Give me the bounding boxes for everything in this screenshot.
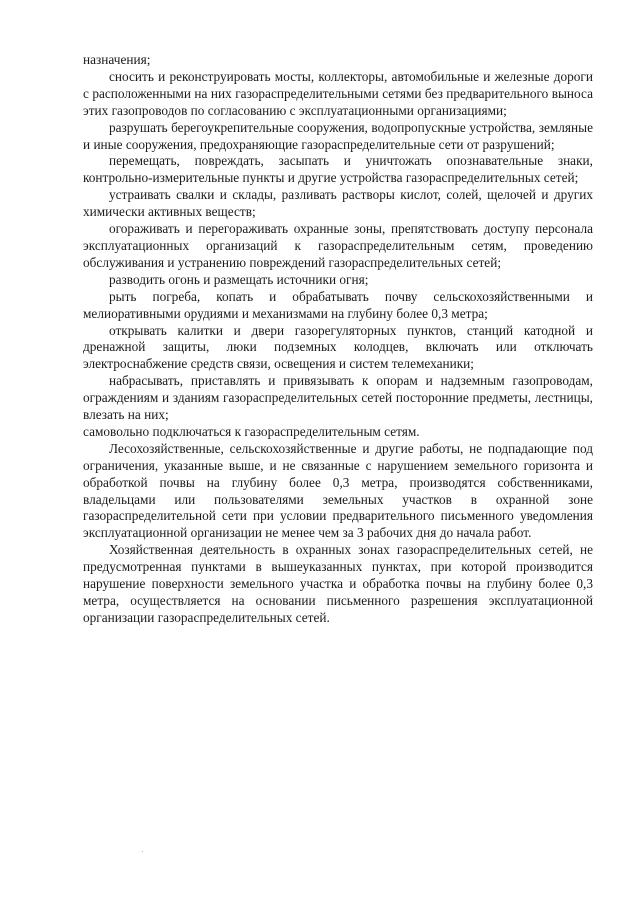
paragraph-prohibition-fire: разводить огонь и размещать источники огня; bbox=[109, 271, 369, 287]
paragraph-prohibition-digging: рыть погреба, копать и обрабатывать почву сельскохозяйственными и мелиоративными орудиями и механизмами на глубину более 0,3 метра; bbox=[83, 288, 593, 321]
scan-speck bbox=[142, 851, 143, 852]
paragraph-prohibition-bridges: сносить и реконструировать мосты, коллекторы, автомобильные и железные дороги с расположенными на них газораспределительными сетями без предварительного выноса этих газопроводов по согласованию с эксплуатационными организациями; bbox=[83, 68, 593, 118]
paragraph-permitted-works: Лесохозяйственные, сельскохозяйственные и другие работы, не подпадающие под ограничения, указанные выше, и не связанные с нарушением земельного горизонта и обработкой почвы на глубину более 0,3 метра, производятся собственниками, владельцами или пользователями земельных участков в охранной зоне газораспределительной сети при условии предварительного письменного уведомления эксплуатационной организации не менее чем за 3 рабочих дня до начала работ. bbox=[83, 440, 593, 541]
paragraph-prohibition-connect: самовольно подключаться к газораспределительным сетям. bbox=[83, 423, 420, 439]
paragraph-prohibition-doors: открывать калитки и двери газорегуляторных пунктов, станций катодной и дренажной защиты, люки подземных колодцев, включать или отключать электроснабжение средств связи, освещения и систем телемеханики; bbox=[83, 322, 593, 372]
paragraph-prohibition-fencing: огораживать и перегораживать охранные зоны, препятствовать доступу персонала эксплуатационных организаций к газораспределительным сетям, проведению обслуживания и устранению повреждений газораспределительных сетей; bbox=[83, 221, 593, 270]
paragraph-economic-activity: Хозяйственная деятельность в охранных зонах газораспределительных сетей, не предусмотренная пунктами в вышеуказанных пунктах, при которой производится нарушение поверхности земельного участка и обработка почвы на глубину более 0,3 метра, осуществляется на основании письменного разрешения эксплуатационной организации газораспределительных сетей. bbox=[83, 542, 593, 625]
paragraph-prohibition-objects: набрасывать, приставлять и привязывать к опорам и надземным газопроводам, ограждениям и зданиям газораспределительных сетей посторонние предметы, лестницы, влезать на них; bbox=[83, 373, 593, 423]
paragraph-prohibition-dumps: устраивать свалки и склады, разливать растворы кислот, солей, щелочей и других химически активных веществ; bbox=[83, 187, 593, 220]
paragraph-prohibition-signs: перемещать, повреждать, засыпать и уничтожать опознавательные знаки, контрольно-измерительные пункты и другие устройства газораспределительных сетей; bbox=[83, 153, 593, 186]
document-body bbox=[83, 52, 593, 627]
paragraph-prohibition-structures: разрушать берегоукрепительные сооружения, водопропускные устройства, земляные и иные сооружения, предохраняющие газораспределительные сети от разрушений; bbox=[83, 119, 593, 152]
paragraph-continuation: назначения; bbox=[83, 52, 151, 67]
